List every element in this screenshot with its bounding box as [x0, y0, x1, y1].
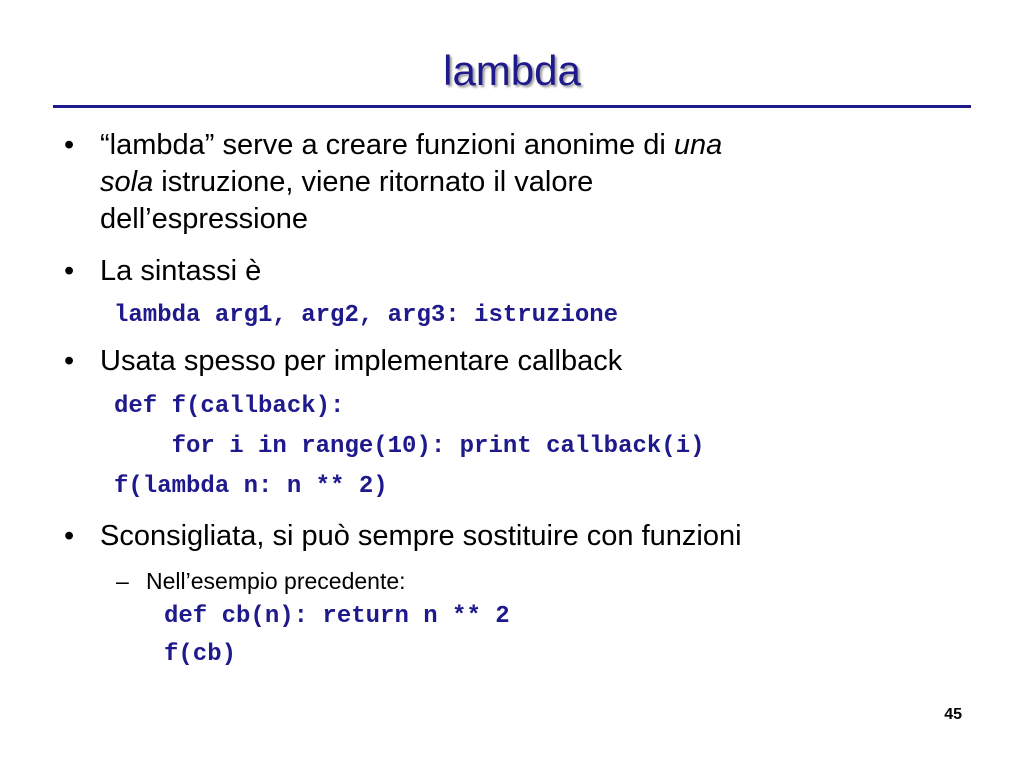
bullet-1-text-a: “lambda” serve a creare funzioni anonime di: [100, 129, 674, 161]
sub-bullet-marker: –: [116, 568, 129, 594]
bullet-1-line-2: [100, 164, 593, 201]
bullet-1-emphasis-a: una: [673, 129, 723, 161]
bullet-2-text: La sintassi è: [100, 255, 262, 287]
code-line: f(cb): [164, 641, 237, 668]
code-line: f(lambda n: n ** 2): [114, 473, 388, 500]
code-line: lambda arg1, arg2, arg3: istruzione: [114, 302, 619, 329]
code-line: def f(callback):: [114, 393, 345, 420]
bullet-marker: •: [64, 520, 75, 552]
bullet-4-text: Sconsigliata, si può sempre sostituire con funzioni: [100, 520, 742, 552]
bullet-3-text: Usata spesso per implementare callback: [100, 345, 623, 377]
code-line: for i in range(10): print callback(i): [114, 433, 705, 460]
bullet-1-emphasis-b: sola: [100, 166, 154, 198]
bullet-marker: •: [64, 255, 75, 287]
sub-bullet-text: Nell’esempio precedente:: [146, 568, 406, 594]
bullet-1-text-b: istruzione, viene ritornato il valore: [153, 166, 594, 198]
slide-title: lambda: [443, 47, 581, 94]
code-line: def cb(n): return n ** 2: [164, 603, 510, 630]
title-divider: [53, 105, 971, 108]
bullet-1-line-3: dell’espressione: [100, 203, 308, 235]
bullet-marker: •: [64, 345, 75, 377]
page-number: 45: [944, 706, 962, 723]
bullet-marker: •: [64, 129, 75, 161]
bullet-1-line-1: [100, 127, 722, 164]
